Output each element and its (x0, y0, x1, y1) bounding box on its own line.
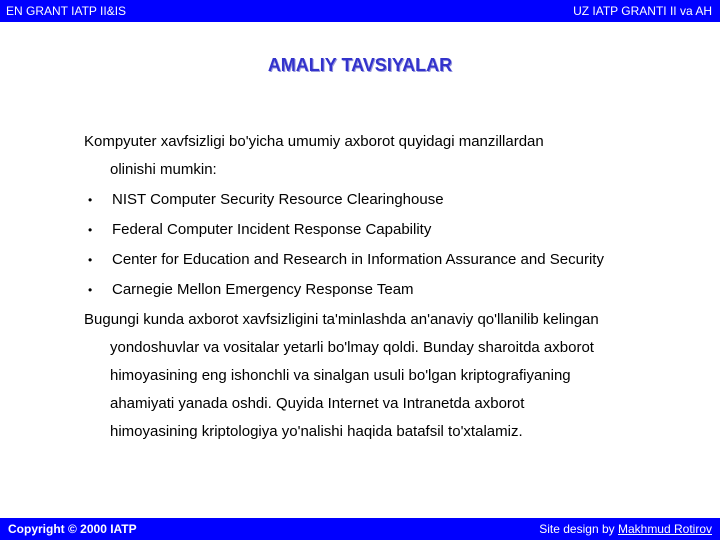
header-right-text: UZ IATP GRANTI II va AH (573, 4, 712, 18)
body-paragraph (84, 306, 684, 446)
footer-bar (0, 518, 720, 540)
page-title: AMALIY TAVSIYALAR (267, 55, 453, 75)
list-item (84, 216, 684, 244)
paragraph-line-1: Bugungi kunda axborot xavfsizligini ta'minlashda an'anaviy qo'llanilib kelingan (84, 311, 599, 328)
bullet-marker: • (88, 223, 93, 237)
header-left-text: EN GRANT IATP II&IS (6, 4, 127, 18)
content-body (84, 128, 684, 446)
list-item-text: Carnegie Mellon Emergency Response Team (112, 281, 414, 298)
site-design-credit (539, 522, 712, 536)
author-link[interactable]: Makhmud Rotirov (617, 522, 712, 536)
paragraph-line-2: yondoshuvlar va vositalar yetarli bo'lmay qoldi. Bunday sharoitda axborot (110, 339, 594, 356)
paragraph-line-3: himoyasining eng ishonchli va sinalgan usuli bo'lgan kriptografiyaning (110, 367, 571, 384)
intro-line-2: olinishi mumkin: (110, 161, 217, 178)
bullet-list (84, 186, 684, 304)
list-item-text: NIST Computer Security Resource Clearinghouse (112, 191, 444, 208)
list-item-text: Federal Computer Incident Response Capability (112, 221, 432, 238)
paragraph-line-5: himoyasining kriptologiya yo'nalishi haqida batafsil to'xtalamiz. (110, 423, 523, 440)
bullet-marker: • (88, 253, 93, 267)
list-item (84, 186, 684, 214)
intro-line-1: Kompyuter xavfsizligi bo'yicha umumiy axborot quyidagi manzillardan (84, 133, 544, 150)
list-item-text: Center for Education and Research in Information Assurance and Security (112, 251, 604, 268)
bullet-marker: • (88, 193, 93, 207)
list-item (84, 246, 684, 274)
bullet-marker: • (88, 283, 93, 297)
list-item (84, 276, 684, 304)
site-design-prefix: Site design by (539, 522, 618, 536)
intro-paragraph (84, 128, 684, 184)
paragraph-line-4: ahamiyati yanada oshdi. Quyida Internet va Intranetda axborot (110, 395, 525, 412)
copyright-text: Copyright © 2000 IATP (8, 522, 137, 536)
header-bar (0, 0, 720, 22)
